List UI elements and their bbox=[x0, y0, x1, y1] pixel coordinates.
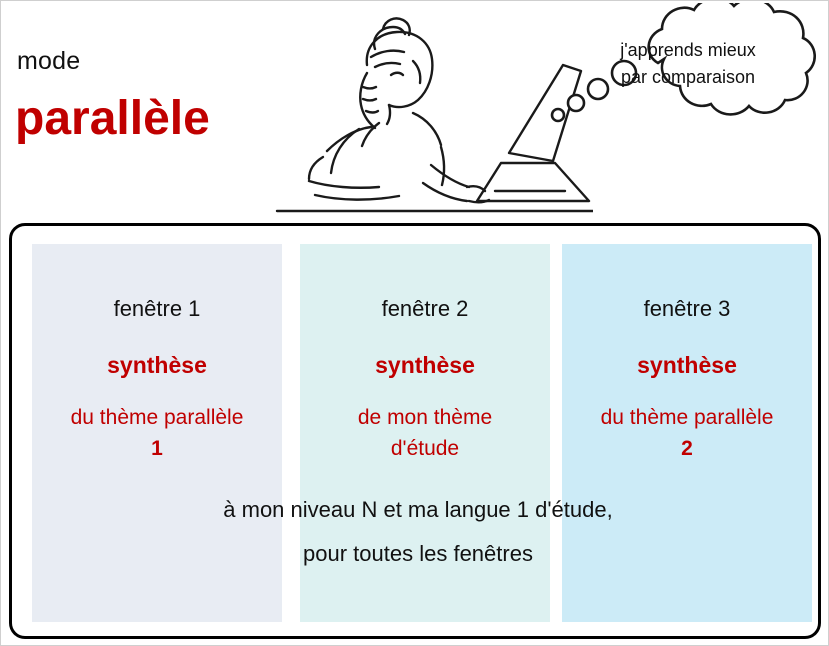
window-3-subtitle bbox=[562, 402, 812, 464]
footer-note bbox=[12, 488, 824, 576]
window-2-subtitle bbox=[300, 402, 550, 464]
window-2-label: fenêtre 2 bbox=[381, 296, 469, 321]
window-1-subtitle-line-2: 1 bbox=[151, 437, 163, 460]
window-1-subtitle-line-1: du thème parallèle bbox=[70, 406, 244, 429]
window-3-label: fenêtre 3 bbox=[643, 296, 731, 321]
person-thinking-at-laptop-illustration bbox=[263, 5, 593, 223]
windows-panel bbox=[9, 223, 821, 639]
footer-note-line-1: à mon niveau N et ma langue 1 d'étude, bbox=[223, 497, 613, 522]
mode-title: parallèle bbox=[15, 92, 210, 145]
window-1-subtitle bbox=[32, 402, 282, 464]
window-3-subtitle-line-2: 2 bbox=[681, 437, 693, 460]
header bbox=[1, 1, 829, 223]
window-1-synthesis-label: synthèse bbox=[107, 352, 207, 378]
window-2-subtitle-line-2: d'étude bbox=[390, 437, 460, 460]
window-2-synthesis-label: synthèse bbox=[375, 352, 475, 378]
footer-note-line-2: pour toutes les fenêtres bbox=[303, 541, 533, 566]
mode-label: mode bbox=[17, 47, 81, 75]
window-3-synthesis-label: synthèse bbox=[637, 352, 737, 378]
window-2-subtitle-line-1: de mon thème bbox=[357, 406, 493, 429]
window-3-subtitle-line-1: du thème parallèle bbox=[600, 406, 774, 429]
thought-bubble-text: j'apprends mieux par comparaison bbox=[620, 40, 756, 87]
window-1-label: fenêtre 1 bbox=[113, 296, 201, 321]
